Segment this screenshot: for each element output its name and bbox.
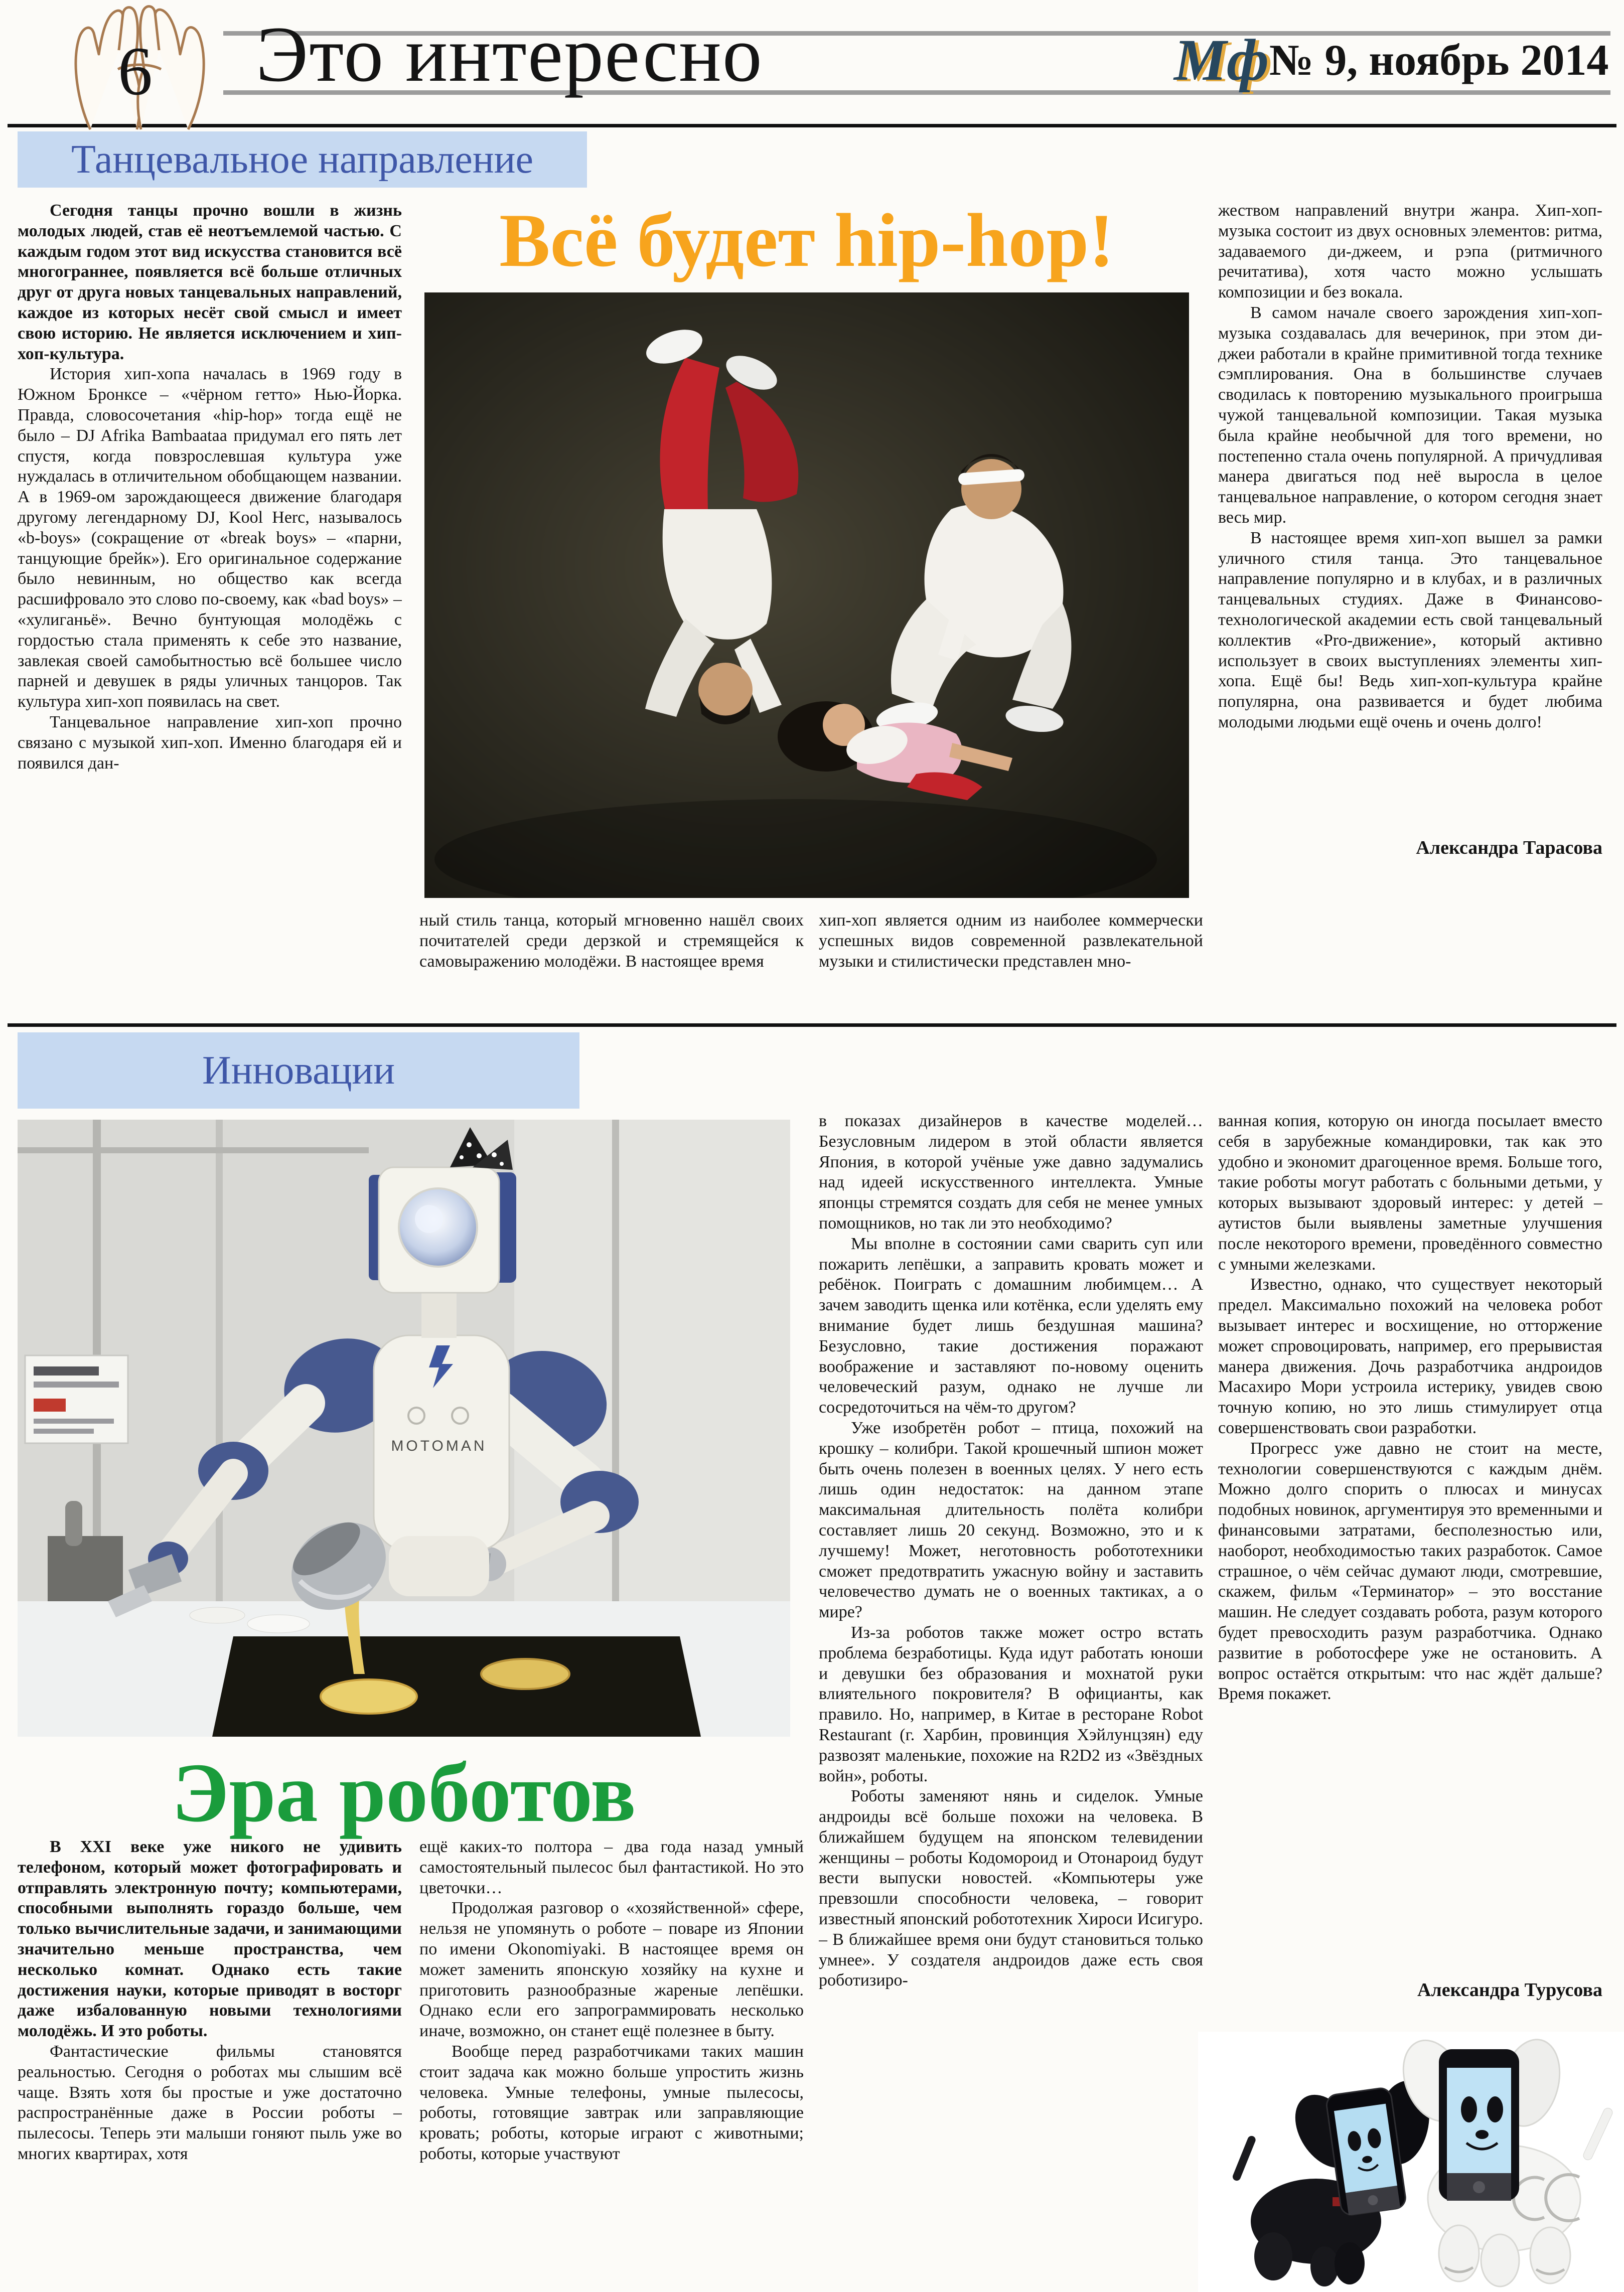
- paragraph: В XXI веке уже никого не удивить телефоном, который может фотографировать и отправлять электронную почту; компьютерами, способными выполнять гораздо больше, чем только вычислительные задачи, и занимающими значительно меньше пространства, чем несколько комнат. Однако есть такие достижения науки, которые приводят в восторг даже избалованную новыми технологиями молодёжь. И это роботы.: [18, 1838, 402, 2041]
- paragraph: жеством направлений внутри жанра. Хип-хоп-музыка состоит из двух основных элементов: ритма, задаваемого ди-джеем, и рэпа (ритмичного речитатива), хотя часто можно услышать композиции и без вокала.: [1218, 201, 1602, 302]
- newspaper-logo: Мф: [1174, 27, 1269, 93]
- page-number: 6: [118, 33, 153, 109]
- article1-author: Александра Тарасова: [1416, 837, 1602, 858]
- paragraph: Роботы заменяют нянь и сиделок. Умные андроиды всё больше похожи на человека. В ближайшем будущем на японском телевидении женщины – роботы Кодомороид и Отонароид будут вести выпуски новостей. «Компьютеры уже превзошли способности человека, – говорит известный японский робототехник Хироси Исигуро. – В ближайшее время они будут становиться только умнее». У создателя андроидов даже есть своя роботизиро-: [819, 1787, 1203, 1990]
- article1-column-2: [419, 910, 804, 1001]
- paragraph: В настоящее время хип-хоп вышел за рамки уличного стиля танца. Это танцевальное направление популярно и в клубах, и в различных танцевальных студиях. Даже в Финансово-технологической академии есть свой танцевальный коллектив «Pro-движение», который активно использует в своих выступлениях элементы хип-хопа. Ещё бы! Ведь хип-хоп-культура крайне популярна, она развивается и будет любима молодыми людьми ещё очень и очень долго!: [1218, 528, 1602, 731]
- header-divider: [8, 124, 1616, 127]
- article2-column-3: [819, 1111, 1203, 2292]
- article1-headline: Всё будет hip-hop!: [499, 198, 1114, 282]
- article2-column-1: [18, 1837, 402, 2292]
- breakdancers-photo: [424, 292, 1189, 898]
- paragraph: Мы вполне в состоянии сами сварить суп или пожарить лепёшки, а заправить кровать может и ребёнок. Поиграть с домашним любимцем… А зачем заводить щенка или котёнка, если уделять ему внимание будет лишь бездушная машина? Безусловно, такие достижения поражают воображение и заставляют по-новому оценить человеческий разум, однако не лучше ли сосредоточиться на чём-то другом?: [819, 1234, 1203, 1417]
- paragraph: хип-хоп является одним из наиболее коммерчески успешных видов современной развлекательной музыки и стилистически представлен мно-: [819, 911, 1203, 971]
- robot-chest-label: MOTOMAN: [391, 1438, 487, 1454]
- issue-date: № 9, ноябрь 2014: [1269, 36, 1609, 85]
- japanese-sign: [25, 1355, 128, 1443]
- article2-headline: Эра роботов: [172, 1746, 636, 1840]
- paragraph: История хип-хопа началась в 1969 году в Южном Бронксе – «чёрном гетто» Нью-Йорка. Правда, словосочетания «hip-hop» тогда ещё не было – DJ Afrika Bambaataa придумал его пять лет спустя, когда повзрослевшая культура уже нуждалась в отличительном обобщающем названии. А в 1969-ом зарождающееся движение благодаря другому легендарному DJ, Kool Herc, называлось «b-boys» (сокращение от «break boys» – «парни, танцующие брейк»). Его оригинальное содержание было невинным, но общество как всегда расшифровало это слово по-своему, как «bad boys» – «хулиганьё». Вечно бунтующая молодёжь с гордостью стала применять к себе это название, завлекая своей самобытностью всё большее число парней и девушек в ряды уличных танцоров. Так культура хип-хоп появилась на свет.: [18, 365, 402, 711]
- robot-cook-photo: [18, 1120, 790, 1737]
- paragraph: в показах дизайнеров в качестве моделей… Безусловным лидером в этой области является Япония, в которой учёные уже давно задумались над идеей искусственного интеллекта. Умные японцы стремятся создать для себя не менее умных помощников, но так ли это необходимо?: [819, 1112, 1203, 1233]
- paragraph: Уже изобретён робот – птица, похожий на крошку – колибри. Такой крошечный шпион может быть очень полезен в военных целях. У него есть лишь один недостаток: на данном этапе максимальная длительность полёта колибри составляет лишь 20 секунд. Возможно, это и к лучшему! Может, неготовность робототехники сможет предотвратить ужасную войну и заставить человечество думать не о военных тактиках, а о мире?: [819, 1418, 1203, 1622]
- section-divider: [8, 1023, 1616, 1027]
- article2-column-2: [419, 1837, 804, 2292]
- paragraph: Из-за роботов также может остро встать проблема безработицы. Куда идут работать юноши и девушки без образования и мохнатой руки влиятельного покровителя? В официанты, как правило. Но, например, в Китае в ресторане Robot Restaurant (г. Харбин, провинция Хэйлунцзян) еду развозят маленькие, похожие на R2D2 из «Звёздных войн», роботы.: [819, 1623, 1203, 1785]
- section-label: Инновации: [202, 1048, 395, 1093]
- paragraph: Прогресс уже давно не стоит на месте, технологии совершенствуются с каждым днём. Можно долго спорить о плюсах и минусах подобных новинок, аргументируя это временными и финансовыми затратами, бесполезностью или, наоборот, необходимостью таких разработок. Самое страшное, о чём сейчас думают люди, смотревшие, скажем, фильм «Терминатор» – это восстание машин. Не следует создавать робота, разум которого будет превосходить разум разработчика. Однако развитие в роботосфере уже не остановить. А вопрос остаётся открытым: что нас ждёт дальше? Время покажет.: [1218, 1439, 1602, 1704]
- paragraph: ный стиль танца, который мгновенно нашёл своих почитателей среди дерзкой и стремящейся к самовыражению молодёжи. В настоящее время: [419, 911, 804, 971]
- article1-column-3: [819, 910, 1203, 1001]
- article1-column-1: [18, 201, 402, 1018]
- paragraph: ещё каких-то полтора – два года назад умный самостоятельный пылесос был фантастикой. Но это цветочки…: [419, 1838, 804, 1897]
- paragraph: Танцевальное направление хип-хоп прочно связано с музыкой хип-хоп. Именно благодаря ей и появился дан-: [18, 712, 402, 773]
- robot-dogs-photo: [1198, 2032, 1624, 2292]
- paragraph: Сегодня танцы прочно вошли в жизнь молодых людей, став её неотъемлемой частью. С каждым годом этот вид искусства становится всё многограннее, появляется всё больше отличных друг от друга новых танцевальных направлений, каждое из которых несёт свой смысл и имеет свою историю. Не является исключением и хип-хоп-культура.: [18, 201, 402, 363]
- article2-author: Александра Турусова: [1417, 1979, 1602, 2001]
- paragraph: Продолжая разговор о «хозяйственной» сфере, нельзя не упомянуть о роботе – поваре из Японии по имени Okonomiyaki. В настоящее время он может заменить японскую хозяйку на кухне и приготовить разнообразные жареные лепёшки. Однако если его запрограммировать несколько иначе, возможно, он станет ещё полезнее в быту.: [419, 1899, 804, 2041]
- paragraph: В самом начале своего зарождения хип-хоп-музыка создавалась для вечеринок, при этом ди-джеи работали в крайне примитивной тогда технике сэмплирования. Она в большинстве случаев сводилась к повторению музыкального проигрыша чужой танцевальной композиции. Такая музыка была крайне необычной для того времени, но постепенно стала очень популярной. А причудливая манера двигаться под неё выросла в целое танцевальное направление, о котором сегодня знает весь мир.: [1218, 303, 1602, 527]
- article2-column-4: [1218, 1111, 1602, 1964]
- paragraph: Известно, однако, что существует некоторый предел. Максимально похожий на человека робот вызывает интерес и восхищение, но отторжение может спровоцировать, например, его прерывистая манера движения. Дочь разработчика андроидов Масахиро Мори устроила истерику, увидев свою точную копию, но это лишь стимулирует отца совершенствовать свои разработки.: [1218, 1275, 1602, 1437]
- section-band-dance: [18, 131, 587, 188]
- section-label: Танцевальное направление: [71, 137, 533, 182]
- paragraph: Вообще перед разработчиками таких машин стоит задача как можно больше упростить жизнь человека. Умные телефоны, умные пылесосы, роботы, готовящие завтрак или заправляющие кровать; роботы, которые играют с животными; роботы, которые участвуют: [419, 2042, 804, 2163]
- article1-column-4: [1218, 201, 1602, 825]
- paragraph: ванная копия, которую он иногда посылает вместо себя в зарубежные командировки, так как это удобно и экономит драгоценное время. Больше того, такие роботы могут работать с больными детьми, у которых вызывают здоровый интерес: у детей – аутистов были выявлены заметные улучшения после некоторого времени, проведённого совместно с умными железками.: [1218, 1112, 1602, 1274]
- page-title: Это интересно: [256, 11, 763, 98]
- section-band-innovations: [18, 1032, 579, 1109]
- paragraph: Фантастические фильмы становятся реальностью. Сегодня о роботах мы слышим всё чаще. Взять хотя бы простые и уже достаточно распространённые даже в России роботы – пылесосы. Теперь эти малыши гоняют пыль уже во многих квартирах, хотя: [18, 2042, 402, 2163]
